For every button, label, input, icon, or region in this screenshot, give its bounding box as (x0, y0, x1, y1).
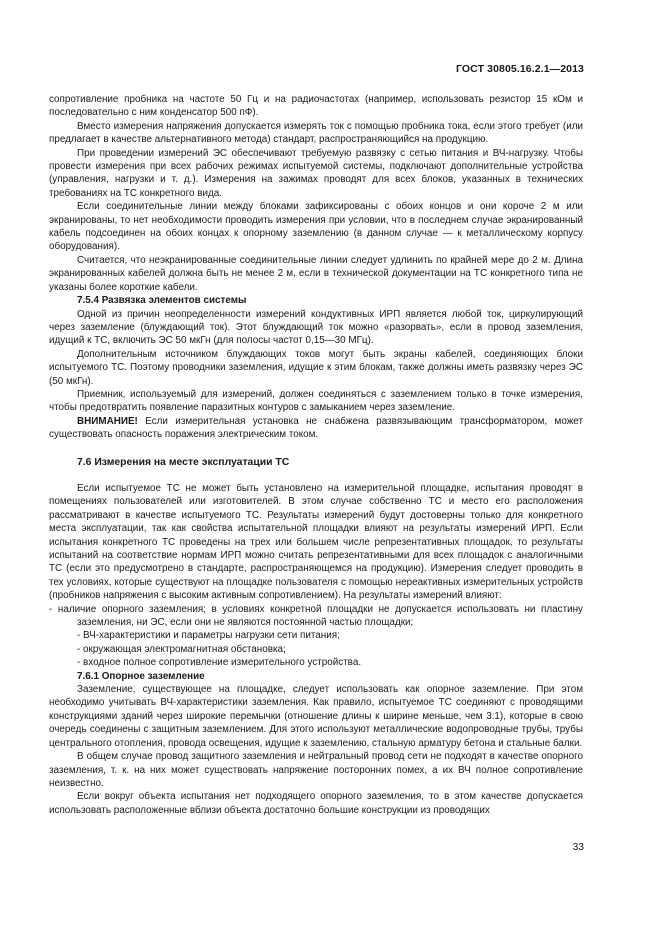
paragraph: Заземление, существующее на площадке, следует использовать как опорное заземление. При этом необходимо учитывать ВЧ-характеристики заземления. Как правило, испытуемое ТС соединяют с проводящими конструкциями зданий через широкие перемычки (отношение длины к ширине меньше, чем 3:1), которые в свою очередь соединены с защитным заземлением. Для этого используют металлические водопроводные трубы, трубы центрального отопления, провода освещения, идущие к заземлению, стальную арматуру бетона и стальные балки. (49, 684, 583, 749)
paragraph: Если испытуемое ТС не может быть установлено на измерительной площадке, испытания проводят в помещениях пользователей или изготовителей. В этом случае собственно ТС и место его расположения рассматривают в качестве испытуемого ТС. Результаты измерений будут достоверны только для конкретного места эксплуатации, так как свойства испытательной площадки влияют на результаты измерений ИРП. Если испытания конкретного ТС проведены на трех или большем числе репрезентативных площадок, то результаты испытаний на соответствие нормам ИРП можно считать репрезентативными для всех площадок с аналогичными ТС (если это предусмотрено в стандарте, распространяющемся на продукцию). Измерения следует проводить в тех условиях, которые существуют на площадке пользователя с помощью нереактивных измерительных устройств (пробников напряжения с высоким активным сопротивлением). На результаты измерений влияют: (49, 482, 583, 602)
warning-text: Если измерительная установка не снабжена развязывающим трансформатором, может существовать опасность поражения электрическим током. (49, 415, 583, 441)
paragraph: Если вокруг объекта испытания нет подходящего опорного заземления, то в этом качестве допускается использовать расположенные вблизи объекта достаточно большие конструкции из проводящих (49, 791, 583, 816)
paragraph: сопротивление пробника на частоте 50 Гц и на радиочастотах (например, использовать резистор 15 кОм и последовательно с ним конденсатор 500 пФ). (49, 94, 583, 119)
list-item: - окружающая электромагнитная обстановка; (77, 643, 286, 655)
list-item: - ВЧ-характеристики и параметры нагрузки сети питания; (77, 630, 340, 642)
paragraph: Приемник, используемый для измерений, должен соединяться с заземлением только в точке измерения, чтобы предотвратить появление паразитных контуров с замыканием через заземление. (49, 388, 583, 414)
section-heading-7-6-1: 7.6.1 Опорное заземление (77, 670, 205, 682)
warning-label: ВНИМАНИЕ! (77, 415, 138, 427)
list-item: - входное полное сопротивление измерительного устройства. (77, 657, 362, 669)
paragraph: Если соединительные линии между блоками зафиксированы с обоих концов и они короче 2 м или экранированы, то нет необходимости проводить измерения при условии, что в последнем случае экранированный кабель подсоединен на обоих концах к опорному заземлению (в данном случае — к металлическому корпусу оборудования). (49, 201, 583, 253)
warning-paragraph (49, 415, 583, 442)
section-heading-7-5-4: 7.5.4 Развязка элементов системы (77, 295, 247, 307)
document-code-header: ГОСТ 30805.16.2.1—2013 (456, 63, 584, 75)
list-item: - наличие опорного заземления; в условиях конкретной площадки не допускается использовать ни пластину заземления, ни ЭС, если они не являются постоянной частью площадки; (49, 603, 583, 629)
paragraph: Вместо измерения напряжения допускается измерять ток с помощью пробника тока, если этого требует (или предлагает в качестве альтернативного метода) стандарт, распространяющийся на продукцию. (49, 120, 583, 146)
paragraph: Дополнительным источником блуждающих токов могут быть экраны кабелей, соединяющих блоки испытуемого ТС. Поэтому проводники заземления, идущие к этим блокам, также должны иметь развязку через ЭС (50 мкГн). (49, 348, 583, 387)
document-body (49, 93, 583, 817)
paragraph: При проведении измерений ЭС обеспечивают требуемую развязку с сетью питания и ВЧ-нагрузку. Чтобы провести измерения при всех рабочих режимах испытуемой системы, подключают дополнительные устройства (управления, нагрузки и т. д.). Измерения на зажимах проводят для всех блоков, указанных в технических требованиях на ТС конкретного вида. (49, 147, 583, 199)
page-number: 33 (572, 842, 584, 853)
paragraph: В общем случае провод защитного заземления и нейтральный провод сети не подходят в качестве опорного заземления, т. к. на них может существовать напряжение посторонних помех, а их ВЧ полное сопротивление неизвестно. (49, 751, 583, 789)
paragraph: Одной из причин неопределенности измерений кондуктивных ИРП является любой ток, циркулирующий через заземление (блуждающий ток). Этот блуждающий ток можно «разорвать», если в провод заземления, идущий к ТС, включить ЭС 50 мкГн (для полосы частот 0,15—30 МГц). (49, 308, 583, 347)
section-heading-7-6: 7.6 Измерения на месте эксплуатации ТС (77, 456, 290, 468)
paragraph: Считается, что неэкранированные соединительные линии следует удлинить по крайней мере до 2 м. Длина экранированных кабелей должна быть не менее 2 м, если в технической документации на ТС конкретного типа не указаны более короткие кабели. (49, 254, 583, 293)
